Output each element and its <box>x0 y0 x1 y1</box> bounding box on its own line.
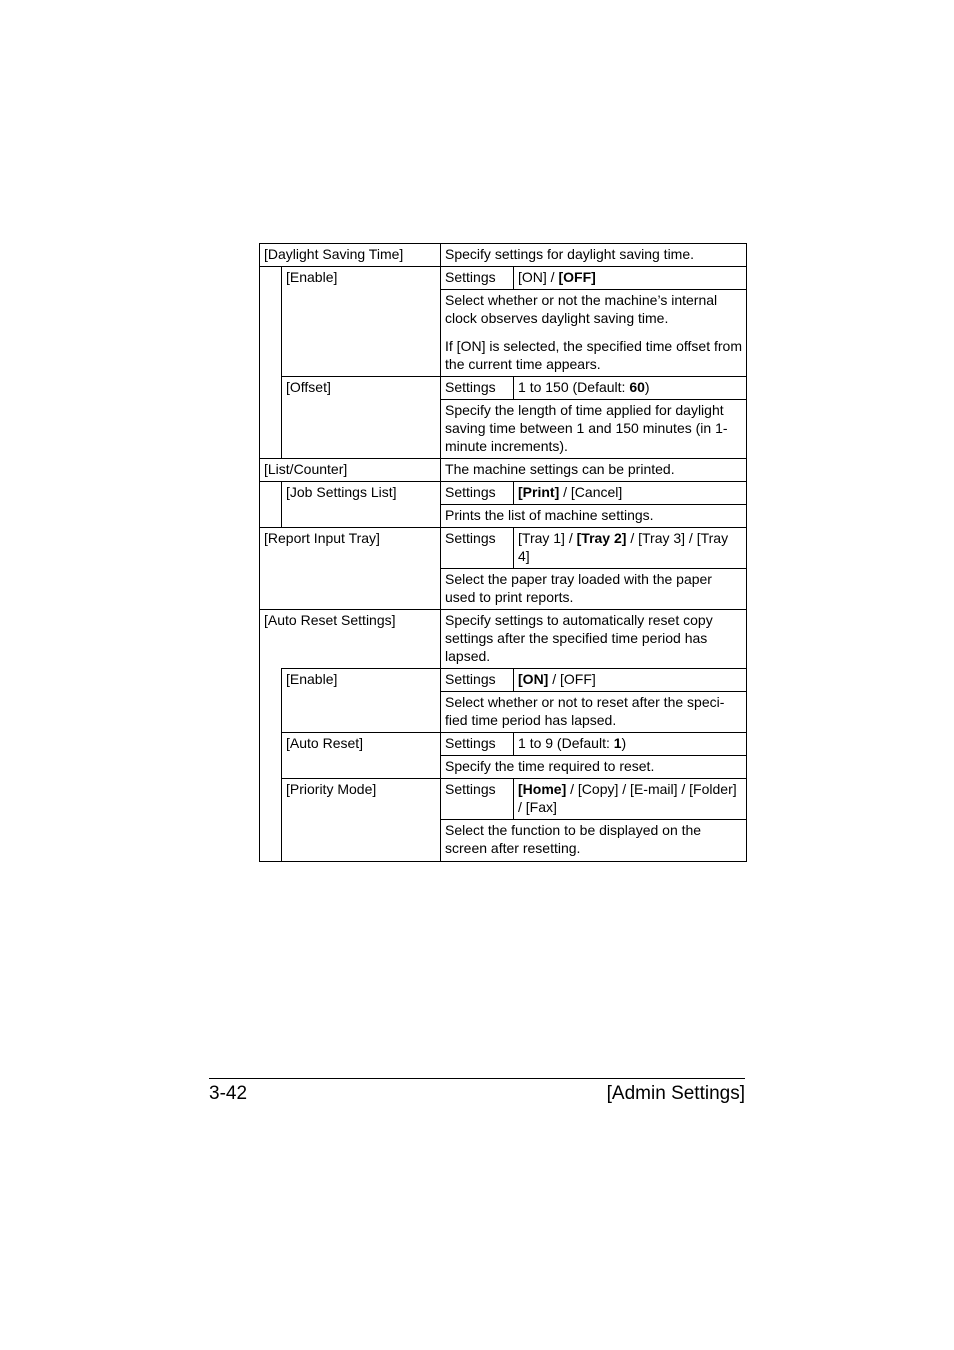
settings-values <box>514 377 747 400</box>
value-range: 1 to 150 (Default: <box>518 379 630 395</box>
settings-label: Settings <box>441 733 514 756</box>
setting-description: Select whether or not to reset after the speci-fied time period has lapsed. <box>441 692 747 733</box>
option-tray1: [Tray 1] <box>518 530 565 546</box>
setting-name: [Priority Mode] <box>282 779 441 862</box>
option-on: [ON] <box>518 269 547 285</box>
settings-values <box>514 482 747 505</box>
table-row <box>260 610 747 669</box>
section-title: [Admin Settings] <box>606 1083 745 1104</box>
settings-values <box>514 669 747 692</box>
table-row <box>260 459 747 482</box>
option-separator: / <box>564 530 577 546</box>
settings-values <box>514 267 747 290</box>
settings-label: Settings <box>441 267 514 290</box>
settings-values <box>514 733 747 756</box>
footer-divider <box>209 1078 745 1079</box>
table-row <box>260 669 747 692</box>
settings-label: Settings <box>441 482 514 505</box>
table-row <box>260 377 747 400</box>
option-home-default: [Home] <box>518 781 567 797</box>
indent-cell <box>260 267 282 459</box>
value-suffix: ) <box>621 735 627 751</box>
table-row <box>260 482 747 505</box>
setting-description <box>441 290 747 377</box>
default-value: 1 <box>613 735 622 751</box>
setting-description: Specify the time required to reset. <box>441 756 747 779</box>
other-options: / [Copy] / [E-mail] / [Folder] / [Fax] <box>518 781 737 815</box>
table-row <box>260 244 747 267</box>
settings-values <box>514 528 747 569</box>
table-row <box>260 733 747 756</box>
option-tray2-default: [Tray 2] <box>576 530 627 546</box>
option-tray3: [Tray 3] <box>638 530 686 546</box>
option-off-default: [OFF] <box>558 269 596 285</box>
default-value: 60 <box>629 379 645 395</box>
settings-values <box>514 779 747 820</box>
option-separator: / <box>546 269 559 285</box>
setting-name: [Enable] <box>282 669 441 733</box>
value-range: 1 to 9 (Default: <box>518 735 614 751</box>
value-suffix: ) <box>644 379 650 395</box>
description-paragraph: If [ON] is selected, the specified time offset from the current time appears. <box>445 338 742 372</box>
option-separator: / <box>559 484 571 500</box>
setting-name: [Report Input Tray] <box>260 528 441 610</box>
setting-name: [Offset] <box>282 377 441 459</box>
option-on-default: [ON] <box>518 671 549 687</box>
option-tray4: [Tray 4] <box>518 530 729 564</box>
page-number: 3-42 <box>209 1083 248 1104</box>
settings-label: Settings <box>441 669 514 692</box>
setting-description: Prints the list of machine settings. <box>441 505 747 528</box>
table-row <box>260 267 747 290</box>
setting-description: Specify settings to automatically reset copy settings after the specified time period has lapsed. <box>441 610 747 669</box>
option-separator: / <box>626 530 639 546</box>
setting-description: Select the paper tray loaded with the paper used to print reports. <box>441 569 747 610</box>
option-separator: / <box>548 671 561 687</box>
settings-table <box>259 243 747 862</box>
indent-cell <box>260 482 282 528</box>
setting-name: [List/Counter] <box>260 459 441 482</box>
option-print-default: [Print] <box>518 484 560 500</box>
option-off: [OFF] <box>560 671 596 687</box>
description-paragraph: Select whether or not the machine’s internal clock observes daylight saving time. <box>445 292 718 326</box>
setting-name: [Job Settings List] <box>282 482 441 528</box>
option-cancel: [Cancel] <box>570 484 623 500</box>
setting-name: [Auto Reset] <box>282 733 441 779</box>
settings-label: Settings <box>441 377 514 400</box>
setting-description: Specify settings for daylight saving time. <box>441 244 747 267</box>
settings-label: Settings <box>441 779 514 820</box>
setting-name: [Enable] <box>282 267 441 377</box>
setting-description: The machine settings can be printed. <box>441 459 747 482</box>
table-row <box>260 528 747 569</box>
indent-cell <box>260 669 282 862</box>
setting-description: Specify the length of time applied for daylight saving time between 1 and 150 minutes (in 1-minute increments). <box>441 400 747 459</box>
setting-name: [Daylight Saving Time] <box>260 244 441 267</box>
option-separator: / <box>685 530 697 546</box>
settings-label: Settings <box>441 528 514 569</box>
setting-description: Select the function to be displayed on the screen after resetting. <box>441 820 747 862</box>
table-row <box>260 779 747 820</box>
setting-name: [Auto Reset Settings] <box>260 610 441 669</box>
